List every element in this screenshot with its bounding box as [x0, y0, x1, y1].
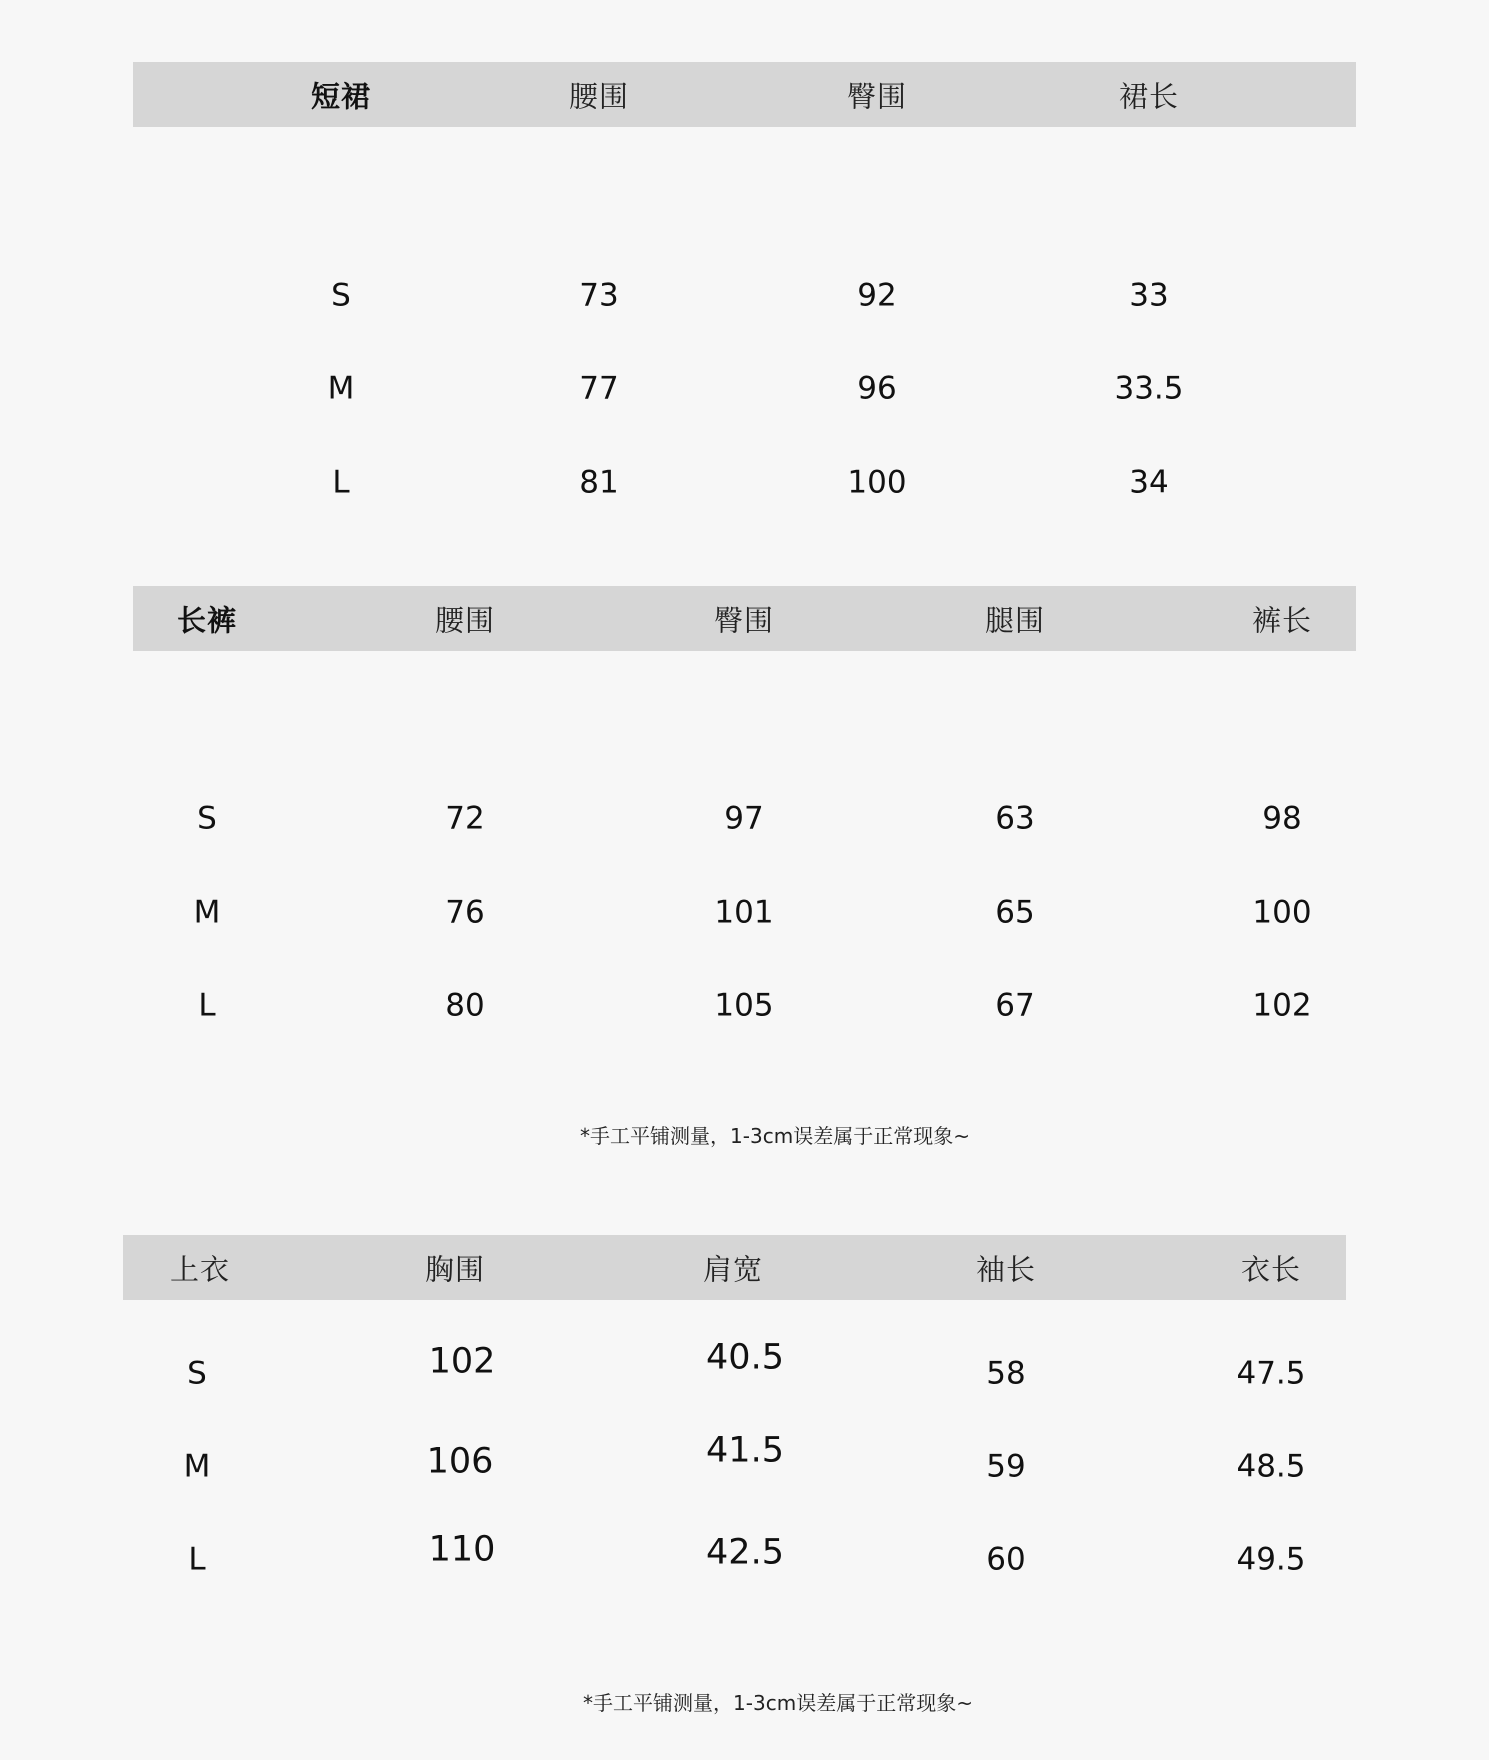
pants-l-waist: 80 [445, 987, 485, 1024]
skirt-l-waist: 81 [579, 464, 619, 501]
pants-l-length: 102 [1252, 987, 1312, 1024]
skirt-l-length: 34 [1129, 464, 1169, 501]
pants-s-hip: 97 [724, 800, 764, 837]
top-col-sleeve: 袖长 [975, 1252, 1037, 1287]
pants-m-length: 100 [1252, 894, 1312, 931]
pants-m-hip: 101 [714, 894, 774, 931]
skirt-title: 短裙 [310, 79, 372, 114]
skirt-size-s: S [331, 277, 351, 314]
top-l-length: 49.5 [1236, 1541, 1306, 1578]
skirt-col-waist: 腰围 [568, 79, 630, 114]
top-l-shoulder: 42.5 [706, 1532, 784, 1573]
skirt-col-length: 裙长 [1118, 79, 1180, 114]
pants-size-l: L [198, 987, 216, 1024]
pants-l-thigh: 67 [995, 987, 1035, 1024]
skirt-s-hip: 92 [857, 277, 897, 314]
skirt-s-length: 33 [1129, 277, 1169, 314]
skirt-m-waist: 77 [579, 370, 619, 407]
top-size-l: L [188, 1541, 206, 1578]
pants-m-waist: 76 [445, 894, 485, 931]
top-s-length: 47.5 [1236, 1355, 1306, 1392]
top-l-chest: 110 [428, 1529, 496, 1570]
top-m-chest: 106 [426, 1441, 494, 1482]
top-col-length: 衣长 [1240, 1252, 1302, 1287]
skirt-m-hip: 96 [857, 370, 897, 407]
pants-size-m: M [193, 894, 221, 931]
top-size-m: M [183, 1448, 211, 1485]
pants-m-thigh: 65 [995, 894, 1035, 931]
top-m-sleeve: 59 [986, 1448, 1026, 1485]
top-title: 上衣 [169, 1252, 231, 1287]
top-size-s: S [187, 1355, 207, 1392]
pants-measurement-note: *手工平铺测量，1-3cm误差属于正常现象~ [580, 1124, 970, 1148]
skirt-s-waist: 73 [579, 277, 619, 314]
pants-col-thigh: 腿围 [984, 603, 1046, 638]
skirt-col-hip: 臀围 [846, 79, 908, 114]
pants-col-length: 裤长 [1251, 603, 1313, 638]
skirt-size-m: M [327, 370, 355, 407]
top-l-sleeve: 60 [986, 1541, 1026, 1578]
pants-col-hip: 臀围 [713, 603, 775, 638]
top-s-sleeve: 58 [986, 1355, 1026, 1392]
pants-l-hip: 105 [714, 987, 774, 1024]
top-col-chest: 胸围 [424, 1252, 486, 1287]
skirt-m-length: 33.5 [1114, 370, 1184, 407]
pants-s-thigh: 63 [995, 800, 1035, 837]
pants-s-waist: 72 [445, 800, 485, 837]
pants-size-s: S [197, 800, 217, 837]
top-measurement-note: *手工平铺测量，1-3cm误差属于正常现象~ [583, 1691, 973, 1715]
skirt-size-l: L [332, 464, 350, 501]
skirt-l-hip: 100 [847, 464, 907, 501]
top-s-shoulder: 40.5 [706, 1337, 784, 1378]
top-s-chest: 102 [428, 1341, 496, 1382]
pants-col-waist: 腰围 [434, 603, 496, 638]
pants-s-length: 98 [1262, 800, 1302, 837]
pants-title: 长裤 [176, 603, 238, 638]
top-m-shoulder: 41.5 [706, 1430, 784, 1471]
top-m-length: 48.5 [1236, 1448, 1306, 1485]
top-col-shoulder: 肩宽 [702, 1252, 764, 1287]
